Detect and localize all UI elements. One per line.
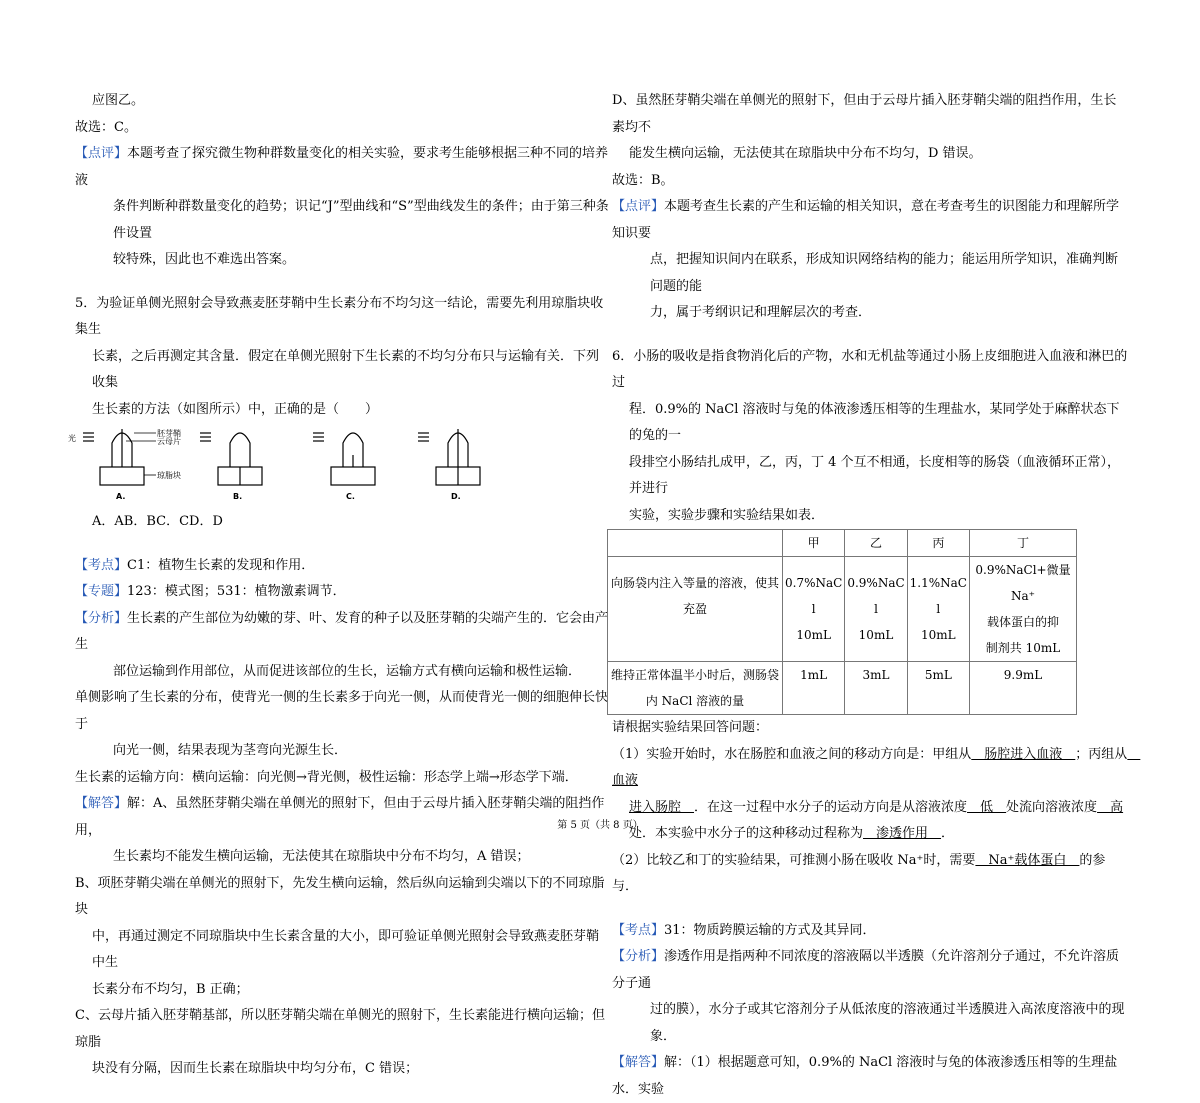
- answer-choice: 故选：C。: [75, 119, 137, 135]
- question-5-stem: 生长素的方法（如图所示）中，正确的是（ ）: [92, 401, 379, 417]
- comment-line: 力，属于考纲识记和理解层次的考查．: [650, 305, 872, 320]
- question-6-stem: 实验，实验步骤和实验结果如表．: [629, 507, 825, 523]
- solution-line: 块没有分隔，因而生长素在琼脂块中均匀分布，C 错误；: [92, 1061, 419, 1076]
- table-cell: 5mL: [907, 662, 969, 715]
- solution-tag: 【解答】: [612, 1055, 665, 1070]
- table-header: 丙: [907, 530, 969, 557]
- agar-label: 琼脂块: [157, 471, 181, 480]
- table-cell: 9.9mL: [969, 662, 1076, 715]
- table-cell: [608, 530, 783, 557]
- option-c: C．C: [156, 514, 190, 529]
- row-label: 维持正常体温半小时后，测肠袋 内 NaCl 溶液的量: [608, 662, 783, 715]
- blank-answer: 低: [967, 799, 1007, 815]
- answer-1: 进入肠腔 ．在这一过程中水分子的运动方向是从溶液浓度 低 处流向溶液浓度 高: [629, 799, 1124, 815]
- analysis-line: 部位运输到作用部位，从而促进该部位的生长，运输方式有横向运输和极性运输．: [113, 663, 582, 679]
- answer-2: （2）比较乙和丁的实验结果，可推测小肠在吸收 Na⁺时，需要 Na⁺载体蛋白 的参与．: [612, 852, 1106, 894]
- coleoptile-label: 胚芽鞘: [157, 429, 181, 438]
- knowledge-point: 【考点】31：物质跨膜运输的方式及其异同．: [612, 922, 876, 938]
- blank-answer: 血液: [612, 746, 1141, 788]
- option-b: B．B: [123, 514, 157, 529]
- analysis-tag: 【分析】: [75, 610, 128, 626]
- option-a: A．A: [92, 514, 124, 529]
- question-6-stem: 6．小肠的吸收是指食物消化后的产物，水和无机盐等通过小肠上皮细胞进入血液和淋巴的过: [612, 348, 1128, 390]
- table-header: 甲: [783, 530, 845, 557]
- comment-tag: 【点评】: [75, 146, 128, 161]
- text-line: 应图乙。: [92, 93, 145, 108]
- answer-1: （1）实验开始时，水在肠腔和血液之间的移动方向是：甲组从 肠腔进入血液 ；丙组从 血液: [612, 746, 1141, 788]
- page-footer: 第 5 页（共 8 页）: [557, 820, 643, 831]
- answer-1: 处．本实验中水分子的这种移动过程称为 渗透作用 ．: [629, 826, 955, 841]
- table-header: 乙: [845, 530, 907, 557]
- comment-line: 条件判断种群数量变化的趋势；识记“J”型曲线和“S”型曲线发生的条件；由于第三种条件设置: [113, 199, 609, 241]
- comment-line: 点，把握知识间内在联系，形成知识网络结构的能力；能运用所学知识，准确判断问题的能: [650, 252, 1119, 294]
- blank-answer: 渗透作用: [863, 826, 942, 841]
- blank-answer: 肠腔进入血液: [971, 746, 1076, 762]
- comment-line: 【点评】本题考查了探究微生物种群数量变化的相关实验，要求考生能够根据三种不同的培养液: [75, 146, 609, 188]
- table-cell: 0.9%NaCl+微量 Na⁺ 载体蛋白的抑 制剂共 10mL: [969, 557, 1076, 662]
- row-label: 向肠袋内注入等量的溶液，使其 充盈: [608, 557, 783, 662]
- table-row: [608, 530, 1077, 557]
- blank-answer: 进入肠腔: [629, 799, 695, 815]
- blank-answer: Na⁺载体蛋白: [975, 852, 1080, 868]
- question-5-stem: 5．为验证单侧光照射会导致燕麦胚芽鞘中生长素分布不均匀这一结论，需要先利用琼脂块收集生: [75, 295, 604, 337]
- topic-tag: 【专题】: [75, 584, 128, 599]
- figure-d-label: D.: [451, 492, 461, 501]
- question-5-stem: 长素，之后再测定其含量．假定在单侧光照射下生长素的不均匀分布只与运输有关．下列收集: [92, 348, 600, 390]
- solution-line: 生长素均不能发生横向运输，无法使其在琼脂块中分布不均匀，A 错误；: [113, 849, 530, 864]
- analysis-line: 【分析】生长素的产生部位为幼嫩的芽、叶、发育的种子以及胚芽鞘的尖端产生的．它会由产生: [75, 610, 609, 652]
- analysis-tag: 【分析】: [612, 949, 665, 964]
- right-column: [610, 88, 1141, 1103]
- answer-choice: 故选：B。: [612, 172, 674, 188]
- solution-line: D、虽然胚芽鞘尖端在单侧光的照射下，但由于云母片插入胚芽鞘尖端的阻挡作用，生长素均不: [612, 93, 1117, 135]
- prompt-line: 请根据实验结果回答问题：: [612, 720, 769, 735]
- table-cell: 0.9%NaC l 10mL: [845, 557, 907, 662]
- light-label: 光: [68, 434, 76, 443]
- topic-line: 【专题】123：模式图；531：植物激素调节．: [75, 584, 346, 599]
- table-row: [608, 662, 1077, 715]
- solution-line: C、云母片插入胚芽鞘基部，所以胚芽鞘尖端在单侧光的照射下，生长素能进行横向运输；但琼脂: [75, 1008, 605, 1050]
- comment-line: 较特殊，因此也不难选出答案。: [113, 252, 296, 267]
- analysis-line: 向光一侧，结果表现为茎弯向光源生长．: [113, 743, 348, 758]
- analysis-line: 【分析】渗透作用是指两种不同浓度的溶液隔以半透膜（允许溶剂分子通过，不允许溶质分子通: [612, 949, 1120, 991]
- table-row: [608, 557, 1077, 662]
- mica-label: 云母片: [157, 437, 181, 446]
- left-column: [68, 88, 610, 1083]
- question-6-stem: 程．0.9%的 NaCl 溶液时与兔的体液渗透压相等的生理盐水，某同学处于麻醉状态下的兔的一: [629, 401, 1120, 443]
- analysis-line: 生长素的运输方向：横向运输：向光侧→背光侧，极性运输：形态学上端→形态学下端．: [75, 769, 578, 785]
- question-6-stem: 段排空小肠结扎成甲，乙，丙，丁 4 个互不相通，长度相等的肠袋（血液循环正常），并进行: [629, 454, 1121, 496]
- options-row: [75, 509, 610, 536]
- table-cell: 1.1%NaC l 10mL: [907, 557, 969, 662]
- table-header: 丁: [969, 530, 1076, 557]
- comment-tag: 【点评】: [612, 199, 665, 214]
- coleoptile-figure: [68, 427, 610, 505]
- table-cell: 1mL: [783, 662, 845, 715]
- analysis-line: 单侧影响了生长素的分布，使背光一侧的生长素多于向光一侧，从而使背光一侧的细胞伸长快于: [75, 690, 609, 732]
- analysis-line: 过的膜），水分子或其它溶剂分子从低浓度的溶液通过半透膜进入高浓度溶液中的现象．: [650, 1002, 1125, 1044]
- table-cell: 3mL: [845, 662, 907, 715]
- option-d: D．D: [189, 514, 223, 529]
- solution-line: 能发生横向运输，无法使其在琼脂块中分布不均匀，D 错误。: [629, 146, 982, 161]
- solution-line: 中，再通过测定不同琼脂块中生长素含量的大小，即可验证单侧光照射会导致燕麦胚芽鞘中生: [92, 928, 600, 970]
- solution-line: 长素分布不均匀，B 正确；: [92, 981, 249, 997]
- blank-answer: 高: [1097, 799, 1124, 815]
- coleoptile-diagram: [70, 427, 510, 505]
- figure-c-label: C.: [346, 492, 355, 501]
- knowledge-tag: 【考点】: [612, 922, 665, 938]
- experiment-table: [607, 529, 1077, 715]
- solution-line: B、项胚芽鞘尖端在单侧光的照射下，先发生横向运输，然后纵向运输到尖端以下的不同琼脂块: [75, 875, 605, 917]
- solution-tag: 【解答】: [75, 796, 128, 811]
- table-cell: 0.7%NaC l 10mL: [783, 557, 845, 662]
- comment-line: 【点评】本题考查生长素的产生和运输的相关知识，意在考查考生的识图能力和理解所学知识要: [612, 199, 1120, 241]
- figure-a-label: A.: [116, 492, 126, 501]
- knowledge-tag: 【考点】: [75, 557, 128, 573]
- solution-line: 【解答】解：（1）根据题意可知，0.9%的 NaCl 溶液时与兔的体液渗透压相等的生理盐水．实验: [612, 1055, 1118, 1097]
- knowledge-point: 【考点】C1：植物生长素的发现和作用．: [75, 557, 315, 573]
- solution-line: 【解答】解：A、虽然胚芽鞘尖端在单侧光的照射下，但由于云母片插入胚芽鞘尖端的阻挡作用，: [75, 796, 605, 838]
- figure-b-label: B.: [233, 492, 243, 501]
